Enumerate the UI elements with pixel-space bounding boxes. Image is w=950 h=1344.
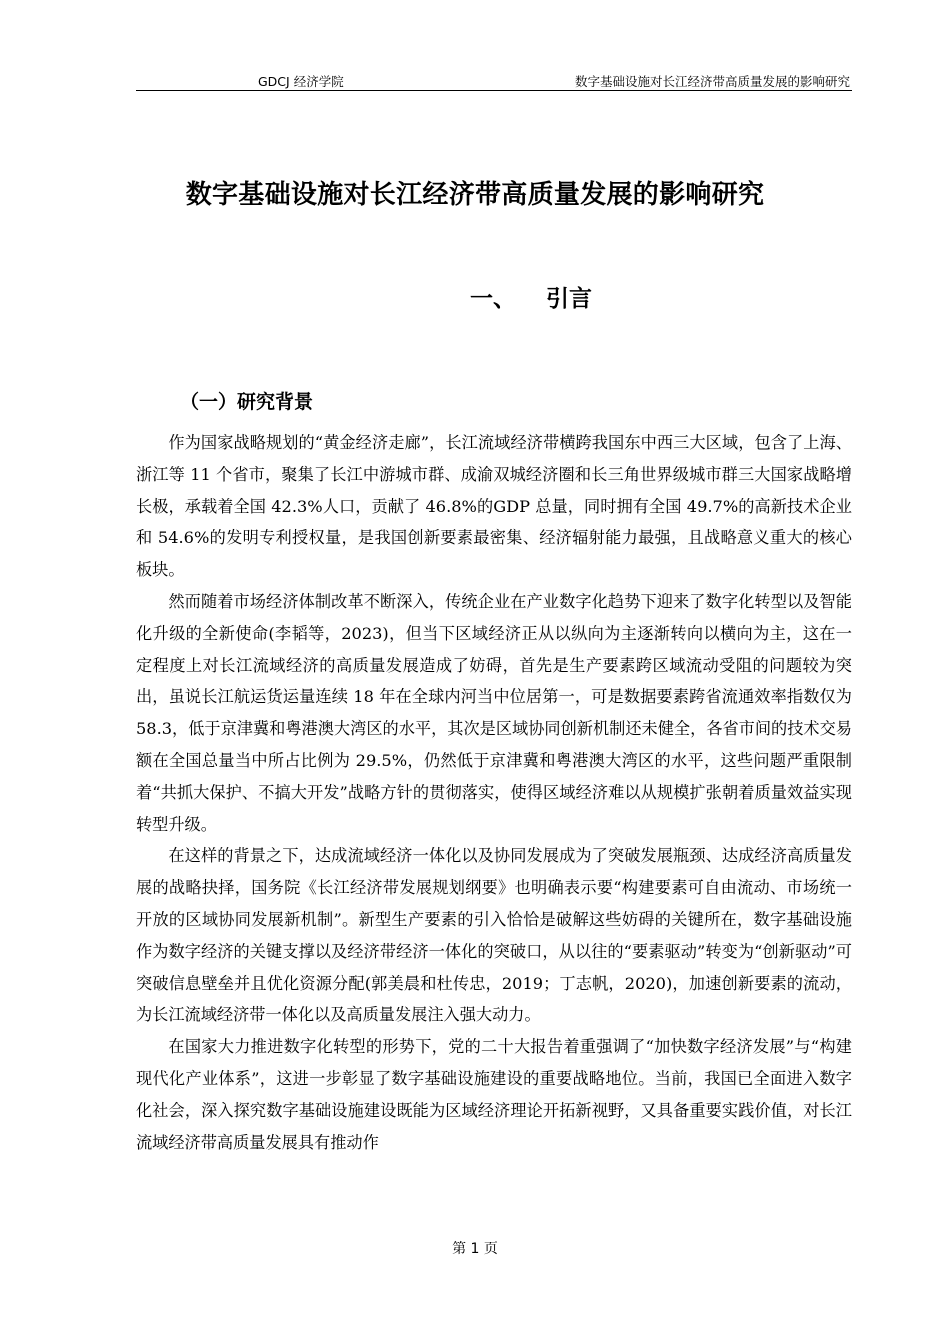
body-text — [136, 427, 852, 1158]
paragraph: 作为国家战略规划的“黄金经济走廊”，长江流域经济带横跨我国东中西三大区域，包含了上海、浙江等 11 个省市，聚集了长江中游城市群、成渝双城经济圈和长三角世界级城市群三大国家战略增长极，承载着全国 42.3%人口，贡献了 46.8%的GDP 总量，同时拥有全国 49.7%的高新技术企业和 54.6%的发明专利授权量，是我国创新要素最密集、经济辐射能力最强，且战略意义重大的核心板块。 — [136, 433, 852, 580]
paragraph: 在国家大力推进数字化转型的形势下，党的二十大报告着重强调了“加快数字经济发展”与“构建现代化产业体系”，这进一步彰显了数字基础设施建设的重要战略地位。当前，我国已全面进入数字化社会，深入探究数字基础设施建设既能为区域经济理论开拓新视野，又具备重要实践价值，对长江流域经济带高质量发展具有推动作 — [136, 1037, 852, 1152]
header-paper-title: 数字基础设施对长江经济带高质量发展的影响研究 — [574, 74, 850, 89]
header-institution: GDCJ 经济学院 — [258, 74, 344, 89]
running-header — [136, 70, 852, 91]
section-title-text: 引言 — [546, 286, 592, 312]
paragraph: 然而随着市场经济体制改革不断深入，传统企业在产业数字化趋势下迎来了数字化转型以及智能化升级的全新使命(李韬等，2023)，但当下区域经济正从以纵向为主逐渐转向以横向为主，这在一定程度上对长江流域经济的高质量发展造成了妨碍，首先是生产要素跨区域流动受阻的问题较为突出，虽说长江航运货运量连续 18 年在全球内河当中位居第一，可是数据要素跨省流通效率指数仅为 58.3，低于京津冀和粤港澳大湾区的水平，其次是区域协同创新机制还未健全，各省市间的技术交易额在全国总量当中所占比例为 29.5%，仍然低于京津冀和粤港澳大湾区的水平，这些问题严重限制着“共抓大保护、不搞大开发”战略方针的贯彻落实，使得区域经济难以从规模扩张朝着质量效益实现转型升级。 — [136, 591, 852, 834]
section-number: 一、 — [470, 286, 516, 312]
paper-title: 数字基础设施对长江经济带高质量发展的影响研究 — [185, 180, 765, 210]
section-heading — [470, 280, 592, 313]
page-number: 第 1 页 — [452, 1241, 498, 1257]
subsection-heading: （一）研究背景 — [180, 391, 314, 413]
paragraph: 在这样的背景之下，达成流域经济一体化以及协同发展成为了突破发展瓶颈、达成经济高质量发展的战略抉择，国务院《长江经济带发展规划纲要》也明确表示要“构建要素可自由流动、市场统一开放的区域协同发展新机制”。新型生产要素的引入恰恰是破解这些妨碍的关键所在，数字基础设施作为数字经济的关键支撑以及经济带经济一体化的突破口，从以往的“要素驱动”转变为“创新驱动”可突破信息壁垒并且优化资源分配(郭美晨和杜传忠，2019；丁志帆，2020)，加速创新要素的流动，为长江流域经济带一体化以及高质量发展注入强大动力。 — [136, 846, 852, 1025]
